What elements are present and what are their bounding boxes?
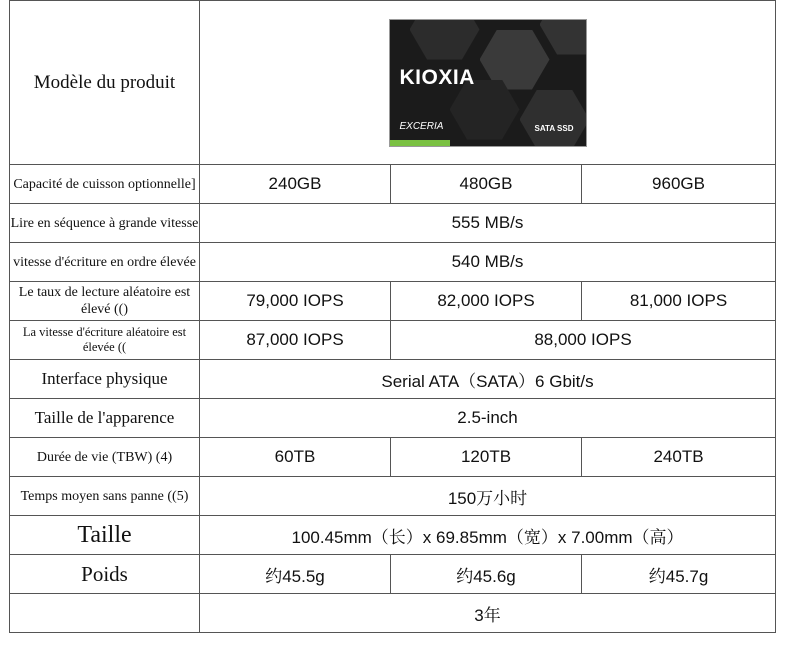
row-warranty [10,594,776,633]
rand-read-960: 81,000 IOPS [582,282,776,321]
row-product [10,1,776,165]
size-label: Taille de l'apparence [10,399,200,438]
form-factor-label: SATA SSD [534,123,574,133]
rand-read-480: 82,000 IOPS [391,282,582,321]
row-size [10,399,776,438]
row-capacity [10,165,776,204]
weight-960: 约45.7g [582,555,776,594]
row-rand-write [10,321,776,360]
rand-write-480-960: 88,000 IOPS [391,321,776,360]
row-seq-write [10,243,776,282]
product-label: Modèle du produit [10,1,200,165]
series-label: EXCERIA [399,120,444,132]
product-image-cell [200,1,776,165]
row-interface [10,360,776,399]
seq-read-label: Lire en séquence à grande vitesse [10,204,200,243]
spec-table [9,0,776,633]
rand-write-240: 87,000 IOPS [200,321,391,360]
warranty-value: 3年 [200,594,776,633]
row-rand-read [10,282,776,321]
dimensions-value: 100.45mm（长）x 69.85mm（宽）x 7.00mm（高） [200,516,776,555]
size-value: 2.5-inch [200,399,776,438]
seq-read-value: 555 MB/s [200,204,776,243]
warranty-label [10,594,200,633]
brand-logo: KIOXIA [399,65,475,89]
row-dimensions [10,516,776,555]
row-mtbf [10,477,776,516]
rand-write-label: La vitesse d'écriture aléatoire est élevée (( [10,321,200,360]
tbw-label: Durée de vie (TBW) (4) [10,438,200,477]
seq-write-value: 540 MB/s [200,243,776,282]
mtbf-value: 150万小时 [200,477,776,516]
capacity-960: 960GB [582,165,776,204]
row-seq-read [10,204,776,243]
row-weight [10,555,776,594]
rand-read-240: 79,000 IOPS [200,282,391,321]
interface-value: Serial ATA（SATA）6 Gbit/s [200,360,776,399]
row-tbw [10,438,776,477]
mtbf-label: Temps moyen sans panne ((5) [10,477,200,516]
weight-label: Poids [10,555,200,594]
tbw-240: 60TB [200,438,391,477]
ssd-product-image [389,19,587,147]
capacity-240: 240GB [200,165,391,204]
weight-480: 约45.6g [391,555,582,594]
dimensions-label: Taille [10,516,200,555]
rand-read-label: Le taux de lecture aléatoire est élevé (() [10,282,200,321]
tbw-960: 240TB [582,438,776,477]
weight-240: 约45.5g [200,555,391,594]
capacity-label: Capacité de cuisson optionnelle] [10,165,200,204]
green-stripe [390,140,450,146]
interface-label: Interface physique [10,360,200,399]
capacity-480: 480GB [391,165,582,204]
tbw-480: 120TB [391,438,582,477]
seq-write-label: vitesse d'écriture en ordre élevée [10,243,200,282]
